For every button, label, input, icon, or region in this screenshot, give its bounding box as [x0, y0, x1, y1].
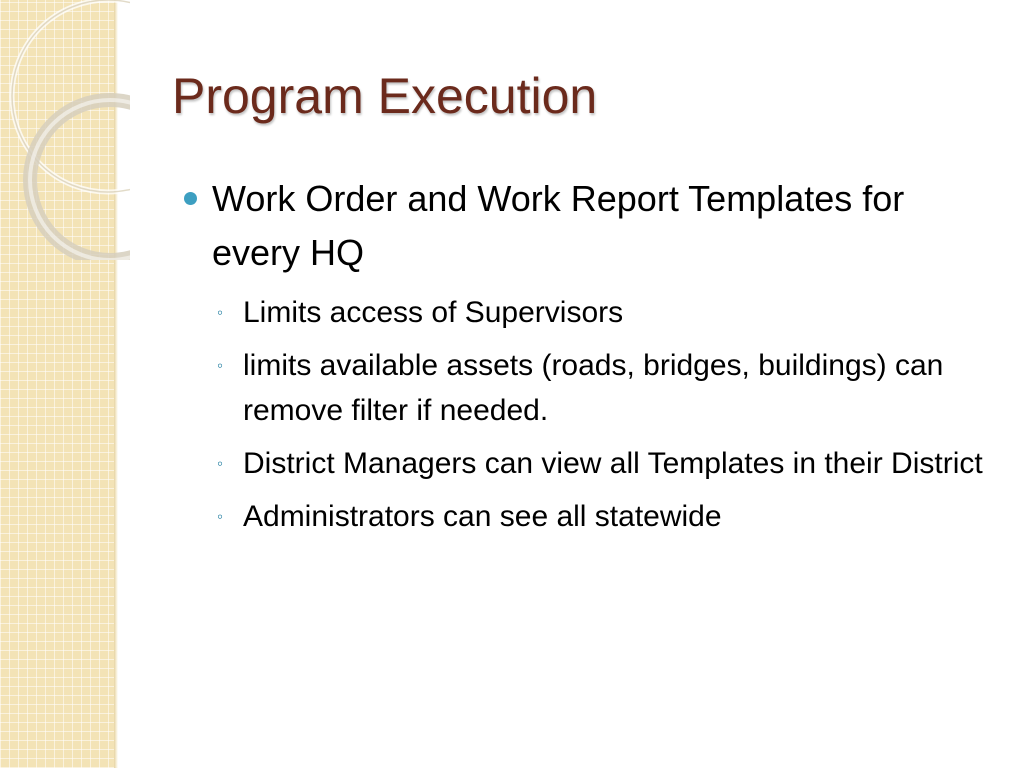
sub-bullet-ring-icon: ◦	[217, 356, 224, 375]
slide-title: Program Execution	[172, 68, 598, 124]
sub-bullet-ring-icon: ◦	[217, 507, 224, 526]
decorative-rings-icon	[0, 0, 130, 260]
sub-bullet-item	[180, 441, 1000, 486]
sub-bullet-text: Limits access of Supervisors	[243, 296, 624, 329]
bullet-text: Work Order and Work Report Templates for every HQ	[212, 178, 905, 273]
bullet-item	[180, 172, 1000, 280]
sub-bullet-text: limits available assets (roads, bridges, buildings) can remove filter if needed.	[243, 349, 944, 427]
bullet-dot-icon	[184, 192, 197, 205]
sub-bullet-item	[180, 343, 1000, 433]
sub-bullet-ring-icon: ◦	[217, 303, 224, 322]
sub-bullet-text: Administrators can see all statewide	[243, 500, 722, 533]
sub-bullet-item	[180, 290, 1000, 335]
sub-bullet-text: District Managers can view all Templates in their District	[243, 447, 983, 480]
sub-bullet-item	[180, 494, 1000, 539]
slide-content	[180, 172, 1000, 547]
sub-bullet-ring-icon: ◦	[217, 454, 224, 473]
